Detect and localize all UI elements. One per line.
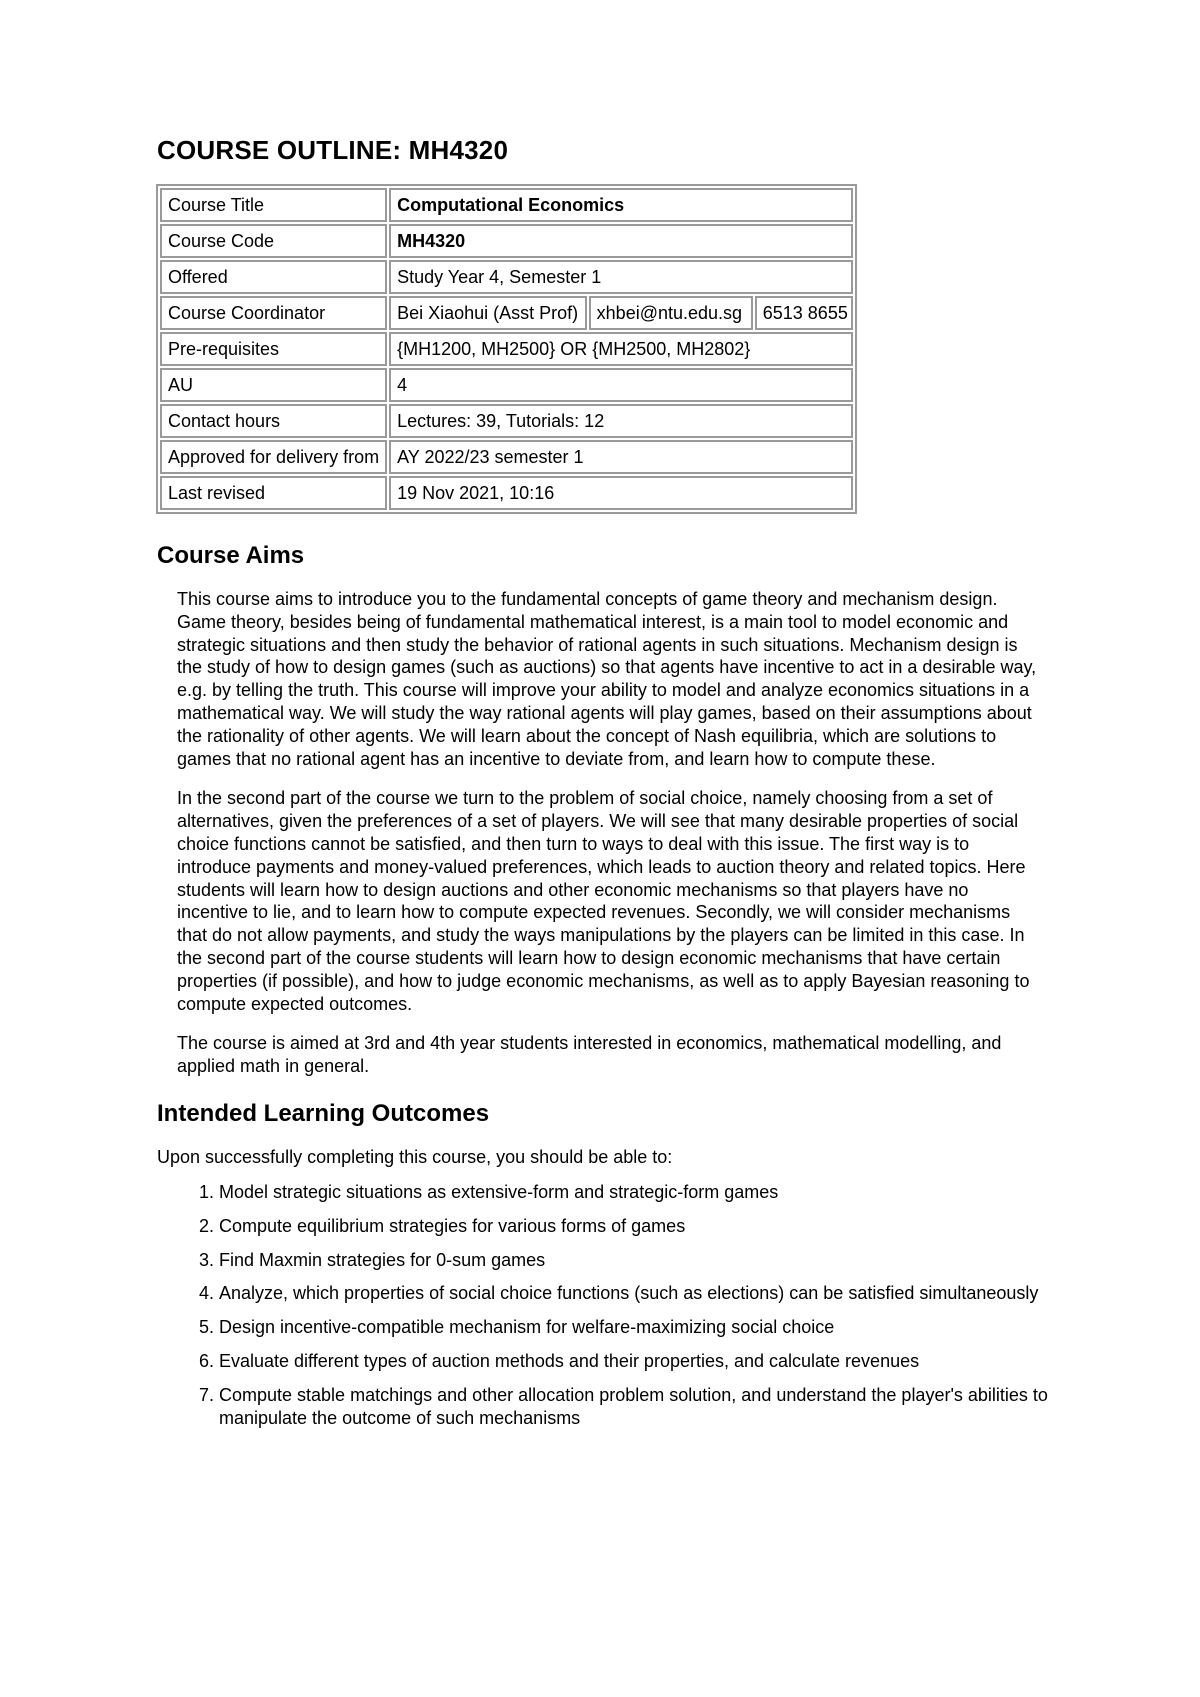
document-content: [157, 128, 1057, 1440]
list-item: 3. Find Maxmin strategies for 0-sum games: [219, 1249, 1077, 1272]
list-item: 2. Compute equilibrium strategies for various forms of games: [219, 1215, 1077, 1238]
list-item: 7. Compute stable matchings and other allocation problem solution, and understand the player's abilities to manipulate the outcome of such mechanisms: [219, 1384, 1077, 1430]
contact-hours-value: Lectures: 39, Tutorials: 12: [389, 404, 853, 438]
last-revised-label: Last revised: [160, 476, 387, 510]
course-title-value: Computational Economics: [389, 188, 853, 222]
course-aims-body: [177, 588, 1037, 1078]
table-row: [160, 332, 853, 366]
coordinator-label: Course Coordinator: [160, 296, 387, 330]
table-row: [160, 476, 853, 510]
course-title-label: Course Title: [160, 188, 387, 222]
learning-outcomes-intro: Upon successfully completing this course, you should be able to:: [157, 1146, 673, 1167]
last-revised-value: 19 Nov 2021, 10:16: [389, 476, 853, 510]
offered-value: Study Year 4, Semester 1: [389, 260, 853, 294]
page-title: COURSE OUTLINE: MH4320: [157, 135, 509, 165]
list-item: 5. Design incentive-compatible mechanism for welfare-maximizing social choice: [219, 1316, 1077, 1339]
course-code-value: MH4320: [389, 224, 853, 258]
list-item: 4. Analyze, which properties of social choice functions (such as elections) can be satisfied simultaneously: [219, 1282, 1077, 1305]
course-info-table: [156, 184, 857, 514]
table-row: [160, 440, 853, 474]
prereq-value: {MH1200, MH2500} OR {MH2500, MH2802}: [389, 332, 853, 366]
aims-paragraph: In the second part of the course we turn to the problem of social choice, namely choosing from a set of alternatives, given the preferences of a set of players. We will see that many desirable properties of social choice functions cannot be satisfied, and then turn to ways to deal with this issue. The first way is to introduce payments and money-valued preferences, which leads to auction theory and related topics. Here students will learn how to design auctions and other economic mechanisms so that players have no incentive to lie, and to learn how to compute expected revenues. Secondly, we will consider mechanisms that do not allow payments, and study the ways manipulations by the players can be limited in this case. In the second part of the course students will learn how to design economic mechanisms that have certain properties (if possible), and how to judge economic mechanisms, as well as to apply Bayesian reasoning to compute expected outcomes.: [177, 788, 1030, 1014]
coordinator-email: xhbei@ntu.edu.sg: [589, 296, 753, 330]
aims-paragraph: This course aims to introduce you to the fundamental concepts of game theory and mechanism design. Game theory, besides being of fundamental mathematical interest, is a main tool to model economic and strategic situations and then study the behavior of rational agents in such situations. Mechanism design is the study of how to design games (such as auctions) so that agents have incentive to act in a desirable way, e.g. by telling the truth. This course will improve your ability to model and analyze economics situations in a mathematical way. We will study the way rational agents will play games, based on their assumptions about the rationality of other agents. We will learn about the concept of Nash equilibria, which are solutions to games that no rational agent has an incentive to deviate from, and learn how to compute these.: [177, 589, 1037, 769]
table-row: [160, 368, 853, 402]
offered-label: Offered: [160, 260, 387, 294]
contact-hours-label: Contact hours: [160, 404, 387, 438]
approved-value: AY 2022/23 semester 1: [389, 440, 853, 474]
list-item: 6. Evaluate different types of auction methods and their properties, and calculate revenues: [219, 1350, 1077, 1373]
course-code-label: Course Code: [160, 224, 387, 258]
course-aims-heading: Course Aims: [157, 542, 305, 569]
coordinator-name: Bei Xiaohui (Asst Prof): [389, 296, 587, 330]
au-label: AU: [160, 368, 387, 402]
list-item: 1. Model strategic situations as extensive-form and strategic-form games: [219, 1181, 1077, 1204]
table-row: [160, 224, 853, 258]
coordinator-phone: 6513 8655: [755, 296, 853, 330]
aims-paragraph: The course is aimed at 3rd and 4th year students interested in economics, mathematical modelling, and applied math in general.: [177, 1033, 1002, 1077]
learning-outcomes-heading: Intended Learning Outcomes: [157, 1099, 490, 1127]
prereq-label: Pre-requisites: [160, 332, 387, 366]
table-row: [160, 404, 853, 438]
table-row: [160, 188, 853, 222]
approved-label: Approved for delivery from: [160, 440, 387, 474]
learning-outcomes-list: [157, 1181, 1077, 1429]
au-value: 4: [389, 368, 853, 402]
table-row: [160, 260, 853, 294]
table-row: [160, 296, 853, 330]
